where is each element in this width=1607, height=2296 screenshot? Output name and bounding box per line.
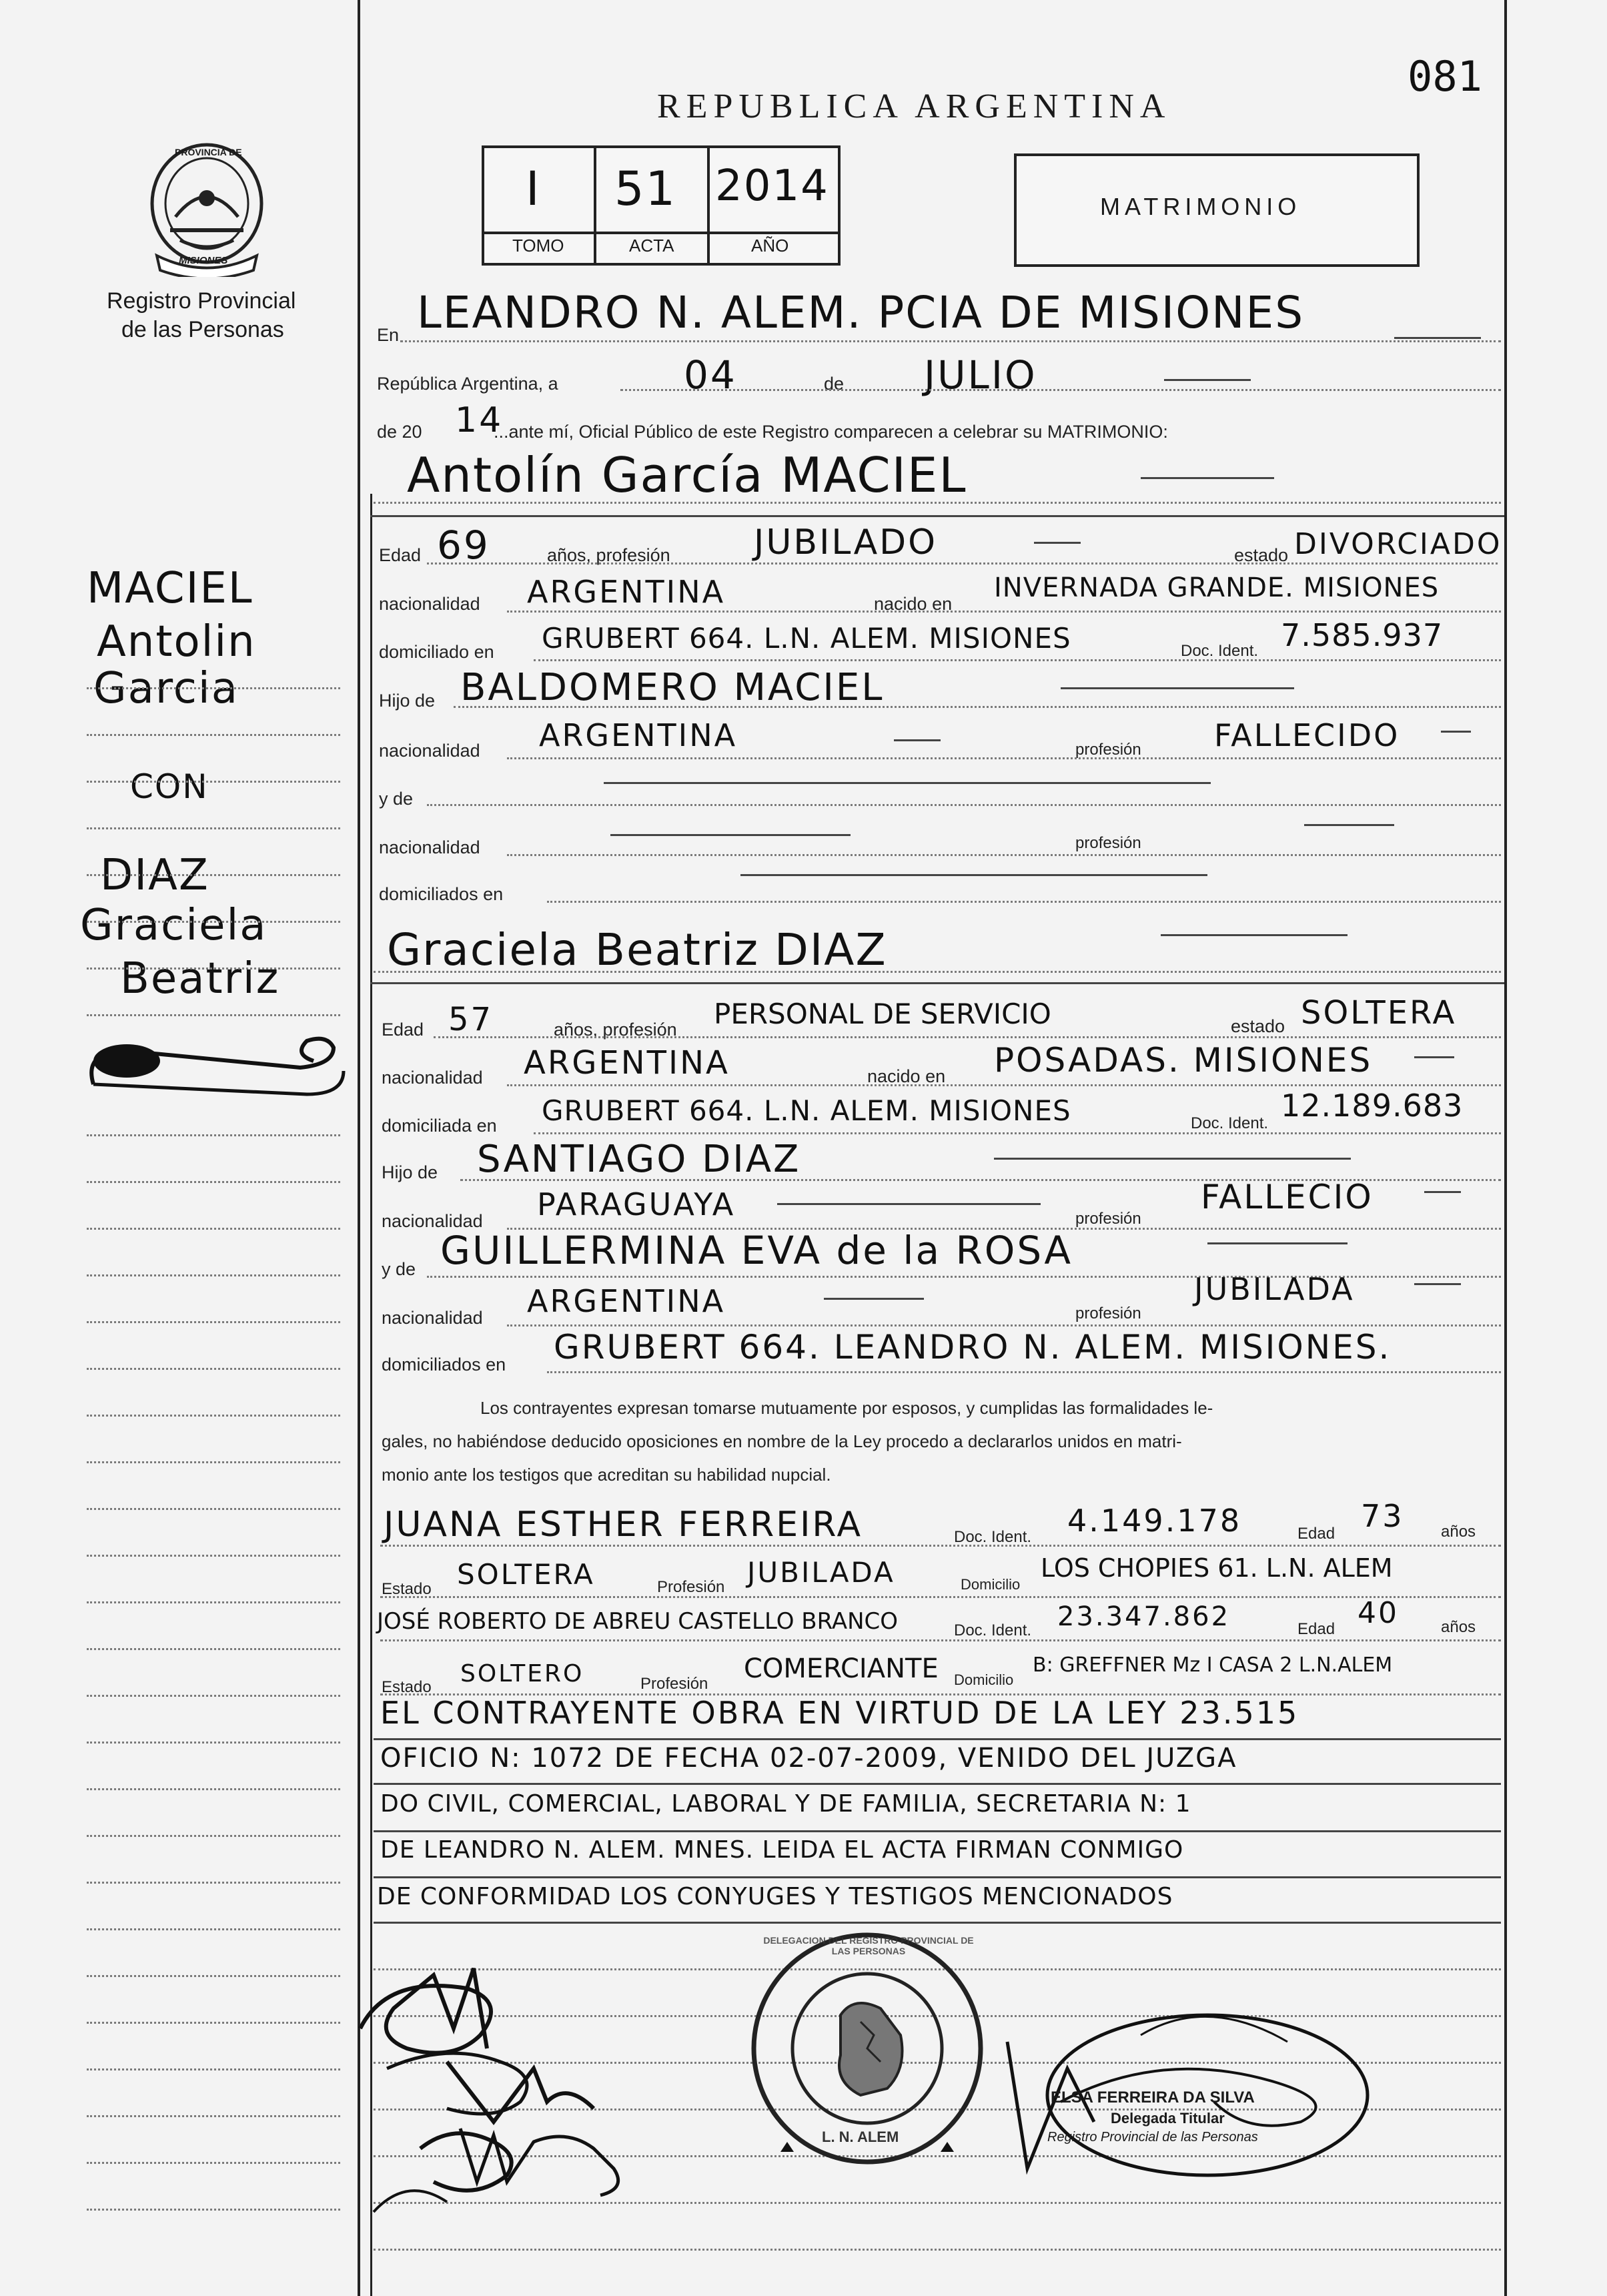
bride-padre: SANTIAGO DIAZ	[477, 1138, 801, 1181]
right-border-rule	[1504, 0, 1507, 2296]
bride-madre-prof-label: profesión	[1075, 1304, 1141, 1322]
record-type-label: MATRIMONIO	[1100, 193, 1301, 220]
groom-profesion: JUBILADO	[754, 522, 938, 562]
witness1-domicilio: LOS CHOPIES 61. L.N. ALEM	[1041, 1553, 1393, 1583]
groom-edad: 69	[437, 522, 490, 568]
witness2-anos-label: años	[1441, 1618, 1476, 1636]
groom-nacido: INVERNADA GRANDE. MISIONES	[994, 572, 1440, 603]
groom-dom-label: domiciliado en	[379, 642, 494, 662]
groom-doms-label: domiciliados en	[379, 884, 504, 904]
bride-prof-label: años, profesión	[554, 1020, 677, 1040]
anio-value: 2014	[715, 161, 829, 211]
officer-title: Delegada Titular	[1111, 2110, 1225, 2127]
seal-ring-text: DELEGACION DEL REGISTRO PROVINCIAL DE LAS PERSONAS	[763, 1935, 974, 1956]
bride-madre: GUILLERMINA EVA de la ROSA	[440, 1228, 1073, 1273]
seal-center-text: L. N. ALEM	[822, 2129, 899, 2145]
bride-edad-label: Edad	[382, 1020, 424, 1040]
witness1-dom-label: Domicilio	[961, 1576, 1021, 1593]
groom-domicilio: GRUBERT 664. L.N. ALEM. MISIONES	[542, 622, 1071, 655]
bride-nacido: POSADAS. MISIONES	[994, 1041, 1373, 1080]
officer-org: Registro Provincial de las Personas	[1047, 2130, 1258, 2145]
witness2-doc: 23.347.862	[1057, 1601, 1231, 1632]
groom-estado: DIVORCIADO	[1294, 527, 1502, 561]
bride-domicilio: GRUBERT 664. L.N. ALEM. MISIONES	[542, 1094, 1071, 1127]
month-value: JULIO	[924, 352, 1037, 398]
intro-text: ...ante mí, Oficial Público de este Registro comparecen a celebrar su MATRIMONIO:	[494, 422, 1168, 442]
year-prefix: de 20	[377, 422, 422, 442]
bride-doc-label: Doc. Ident.	[1191, 1114, 1269, 1132]
bride-doc: 12.189.683	[1281, 1088, 1464, 1124]
groom-hijo-label: Hijo de	[379, 691, 436, 711]
witness1-estado: SOLTERA	[457, 1558, 595, 1591]
place-value: LEANDRO N. ALEM. PCIA DE MISIONES	[417, 287, 1305, 338]
bride-padre-nac-label: nacionalidad	[382, 1211, 483, 1231]
republica-label: República Argentina, a	[377, 374, 558, 394]
margin-con: CON	[130, 767, 209, 806]
margin-groom-first: Antolin	[97, 617, 256, 667]
folio-number: 081	[1408, 52, 1482, 101]
bride-madre-prof: JUBILADA	[1194, 1271, 1355, 1307]
margin-groom-surname: MACIEL	[87, 564, 253, 613]
bride-yde-label: y de	[382, 1259, 416, 1279]
bride-edad: 57	[448, 1001, 494, 1038]
groom-padre-prof-label: profesión	[1075, 741, 1141, 759]
registry-name-line2: de las Personas	[121, 317, 284, 342]
groom-padre-nac-label: nacionalidad	[379, 741, 480, 761]
margin-bride-first: Graciela	[80, 901, 267, 950]
witness2-edad-label: Edad	[1297, 1620, 1335, 1638]
groom-padre: BALDOMERO MACIEL	[460, 666, 885, 709]
witness2-edad: 40	[1358, 1596, 1399, 1630]
groom-edad-label: Edad	[379, 545, 422, 565]
country-title: REPUBLICA ARGENTINA	[657, 87, 1171, 125]
bride-profesion: PERSONAL DE SERVICIO	[714, 998, 1051, 1030]
bride-madre-nac: ARGENTINA	[527, 1283, 726, 1319]
anio-label: AÑO	[751, 236, 789, 256]
year-suffix: 14	[455, 400, 504, 440]
groom-nacionalidad: ARGENTINA	[527, 574, 726, 610]
tomo-label: TOMO	[512, 236, 564, 256]
groom-madre-prof-label: profesión	[1075, 834, 1141, 852]
record-type-box	[1014, 153, 1420, 267]
groom-madre-nac-label: nacionalidad	[379, 837, 480, 857]
witness2-estado-label: Estado	[382, 1678, 432, 1696]
witness1-estado-label: Estado	[382, 1580, 432, 1598]
witness2-name: JOSÉ ROBERTO DE ABREU CASTELLO BRANCO	[377, 1608, 899, 1635]
witness2-dom-label: Domicilio	[954, 1671, 1014, 1688]
groom-estado-label: estado	[1234, 545, 1289, 565]
witness1-anos-label: años	[1441, 1523, 1476, 1541]
groom-padre-prof: FALLECIDO	[1214, 717, 1400, 753]
witness2-doc-label: Doc. Ident.	[954, 1621, 1032, 1639]
groom-doc: 7.585.937	[1281, 617, 1444, 653]
margin-groom-middle: Garcia	[93, 664, 239, 713]
bride-doms-label: domiciliados en	[382, 1355, 506, 1375]
en-label: En	[377, 325, 400, 345]
bride-madre-nac-label: nacionalidad	[382, 1308, 483, 1328]
bride-estado-label: estado	[1231, 1016, 1285, 1036]
bride-nac-label: nacionalidad	[382, 1068, 483, 1088]
note-line1: EL CONTRAYENTE OBRA EN VIRTUD DE LA LEY 23.515	[380, 1695, 1299, 1731]
witness2-prof-label: Profesión	[640, 1675, 708, 1693]
groom-yde-label: y de	[379, 789, 414, 809]
groom-padre-nac: ARGENTINA	[539, 717, 738, 753]
witness1-name: JUANA ESTHER FERREIRA	[384, 1505, 863, 1545]
logo-top-text: PROVINCIA DE	[175, 147, 242, 157]
witness1-edad: 73	[1361, 1498, 1404, 1534]
logo-bottom-text: MISIONES	[179, 255, 228, 266]
declaration-line1: Los contrayentes expresan tomarse mutuamente por esposos, y cumplidas las formalidades le-	[480, 1398, 1213, 1418]
note-line4: DE LEANDRO N. ALEM. MNES. LEIDA EL ACTA FIRMAN CONMIGO	[380, 1836, 1184, 1864]
groom-nacido-label: nacido en	[874, 594, 953, 614]
acta-value: 51	[614, 161, 677, 216]
spouse-signatures-icon	[347, 1948, 654, 2229]
registry-name-line1: Registro Provincial	[107, 288, 296, 314]
margin-bride-middle: Beatriz	[120, 954, 280, 1004]
bride-hijo-label: Hijo de	[382, 1162, 438, 1182]
margin-bride-surname: DIAZ	[100, 851, 209, 900]
bride-nacido-label: nacido en	[867, 1066, 946, 1086]
bride-padre-prof: FALLECIO	[1201, 1178, 1374, 1216]
witness1-doc: 4.149.178	[1067, 1503, 1242, 1539]
officer-name: ELSA FERREIRA DA SILVA	[1051, 2088, 1255, 2107]
day-value: 04	[684, 352, 737, 398]
witness2-estado: SOLTERO	[460, 1660, 584, 1687]
declaration-line3: monio ante los testigos que acreditan su habilidad nupcial.	[382, 1465, 831, 1485]
note-line3: DO CIVIL, COMERCIAL, LABORAL Y DE FAMILIA, SECRETARIA N: 1	[380, 1790, 1191, 1818]
acta-label: ACTA	[629, 236, 674, 256]
de-label: de	[824, 374, 845, 394]
groom-name: Antolín García MACIEL	[407, 447, 967, 503]
note-line5: DE CONFORMIDAD LOS CONYUGES Y TESTIGOS MENCIONADOS	[377, 1883, 1173, 1910]
bride-nacionalidad: ARGENTINA	[524, 1044, 730, 1082]
witness1-edad-label: Edad	[1297, 1525, 1335, 1543]
tomo-value: I	[526, 161, 541, 216]
bride-dom-label: domiciliada en	[382, 1116, 497, 1136]
declaration-line2: gales, no habiéndose deducido oposiciones en nombre de la Ley procedo a declararlos unidos en matri-	[382, 1431, 1182, 1451]
bride-doms: GRUBERT 664. LEANDRO N. ALEM. MISIONES.	[554, 1328, 1392, 1367]
bride-name: Graciela Beatriz DIAZ	[387, 924, 887, 976]
bride-estado: SOLTERA	[1301, 994, 1457, 1032]
margin-flourish-icon	[80, 1031, 347, 1104]
bride-padre-prof-label: profesión	[1075, 1210, 1141, 1228]
groom-doc-label: Doc. Ident.	[1181, 642, 1259, 660]
witness2-domicilio: B: GREFFNER Mz I CASA 2 L.N.ALEM	[1033, 1653, 1393, 1677]
witness1-doc-label: Doc. Ident.	[954, 1528, 1032, 1546]
record-number-box	[482, 145, 841, 266]
witness2-profesion: COMERCIANTE	[744, 1653, 939, 1684]
witness1-prof-label: Profesión	[657, 1578, 725, 1596]
note-line2: OFICIO N: 1072 DE FECHA 02-07-2009, VENIDO DEL JUZGA	[380, 1743, 1237, 1774]
witness1-profesion: JUBILADA	[747, 1556, 895, 1589]
groom-prof-label: años, profesión	[547, 545, 670, 565]
bride-padre-nac: PARAGUAYA	[537, 1186, 736, 1222]
groom-nac-label: nacionalidad	[379, 594, 480, 614]
